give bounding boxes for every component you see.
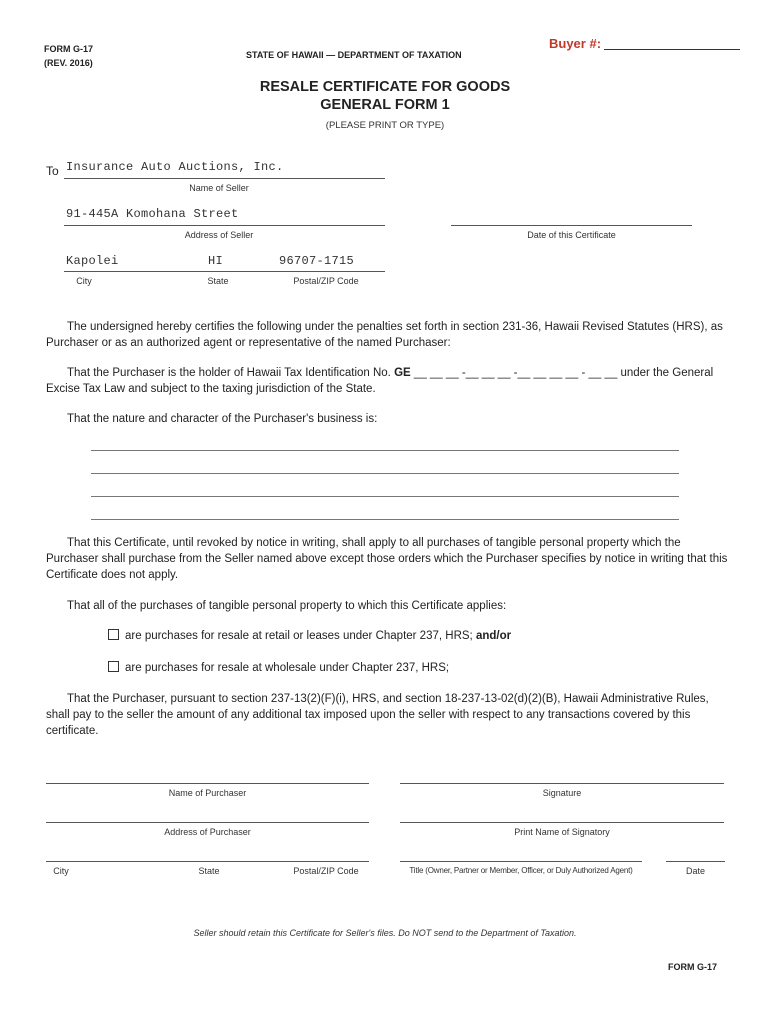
- purchaser-date-caption: Date: [685, 866, 705, 876]
- form-title: RESALE CERTIFICATE FOR GOODS: [259, 79, 511, 95]
- revocation-paragraph: That this Certificate, until revoked by notice in writing, shall apply to all purchases of tangible personal property which the Purchaser shall purchase from the Seller named above except those orders which the Purchaser specifies by notice in writing that this Certificate does not apply.: [46, 537, 728, 581]
- purchaser-city-field[interactable]: [46, 861, 369, 862]
- signature-field[interactable]: [400, 783, 724, 784]
- certificate-date-caption: Date of this Certificate: [527, 230, 616, 240]
- seller-address-value[interactable]: 91-445A Komohana Street: [66, 207, 239, 221]
- additional-tax-paragraph: That the Purchaser, pursuant to section 237-13(2)(F)(i), HRS, and section 18-237-13-02(d)(2)(B), Hawaii Administrative Rules, shall pay to the seller the amount of any additional tax imposed upon the seller with respect to any transactions covered by this certificate.: [46, 693, 709, 737]
- business-nature-line-2[interactable]: [91, 473, 679, 474]
- option-retail-label: are purchases for resale at retail or leases under Chapter 237, HRS;: [125, 630, 473, 642]
- print-name-caption: Print Name of Signatory: [514, 827, 610, 837]
- print-instruction: (PLEASE PRINT OR TYPE): [325, 120, 445, 131]
- tax-id-text: That the Purchaser is the holder of Hawaii Tax Identification No.: [67, 367, 391, 379]
- purchaser-date-field[interactable]: [666, 861, 725, 862]
- seller-address-line: [64, 225, 385, 226]
- option-retail-conjunction: and/or: [475, 630, 512, 642]
- seller-state-value[interactable]: HI: [208, 254, 224, 268]
- seller-address-caption: Address of Seller: [184, 230, 254, 240]
- purchases-paragraph: That all of the purchases of tangible personal property to which this Certificate applies:: [67, 600, 507, 612]
- seller-name-caption: Name of Seller: [189, 183, 249, 193]
- business-nature-line-3[interactable]: [91, 496, 679, 497]
- form-id: FORM G-17: [44, 44, 94, 54]
- tax-id-prefix: GE: [394, 367, 411, 379]
- seller-city-value[interactable]: Kapolei: [66, 254, 119, 268]
- purchaser-address-field[interactable]: [46, 822, 369, 823]
- buyer-number-field[interactable]: [604, 49, 740, 50]
- business-nature-line-4[interactable]: [91, 519, 679, 520]
- purchaser-name-caption: Name of Purchaser: [168, 788, 247, 798]
- buyer-number-label: Buyer #:: [549, 36, 602, 51]
- seller-city-line: [64, 271, 385, 272]
- seller-name-line: [64, 178, 385, 179]
- option-wholesale-label: are purchases for resale at wholesale under Chapter 237, HRS;: [125, 662, 450, 674]
- footer-form-id: FORM G-17: [668, 962, 718, 972]
- signature-caption: Signature: [542, 788, 582, 798]
- purchaser-city-caption: City: [53, 866, 69, 876]
- purchaser-name-field[interactable]: [46, 783, 369, 784]
- tax-id-blanks[interactable]: __ __ __ -__ __ __ -__ __ __ __ - __ __: [413, 367, 618, 379]
- retail-checkbox[interactable]: [108, 629, 119, 640]
- certificate-date-field[interactable]: [451, 225, 692, 226]
- retention-note: Seller should retain this Certificate for Seller's files. Do NOT send to the Department of Taxation.: [193, 928, 577, 938]
- tax-id-text-end: under the General Excise Tax Law and subject to the taxing jurisdiction of the State.: [46, 367, 714, 395]
- seller-state-caption: State: [207, 276, 229, 286]
- purchaser-address-caption: Address of Purchaser: [164, 827, 251, 837]
- to-label: To: [46, 164, 59, 178]
- signatory-title-field[interactable]: [400, 861, 642, 862]
- purchaser-state-caption: State: [198, 866, 220, 876]
- seller-zip-value[interactable]: 96707-1715: [279, 254, 355, 268]
- business-nature-line-1[interactable]: [91, 450, 679, 451]
- form-subtitle: GENERAL FORM 1: [320, 97, 450, 113]
- option-wholesale: [108, 660, 728, 676]
- tax-id-paragraph: [46, 365, 728, 397]
- agency-name: STATE OF HAWAII — DEPARTMENT OF TAXATION: [246, 50, 462, 60]
- seller-zip-caption: Postal/ZIP Code: [293, 276, 359, 286]
- wholesale-checkbox[interactable]: [108, 661, 119, 672]
- seller-city-caption: City: [76, 276, 92, 286]
- business-nature-paragraph: That the nature and character of the Purchaser's business is:: [67, 413, 378, 425]
- print-name-field[interactable]: [400, 822, 724, 823]
- seller-name-value[interactable]: Insurance Auto Auctions, Inc.: [66, 160, 284, 174]
- signatory-title-caption: Title (Owner, Partner or Member, Officer, or Duly Authorized Agent): [409, 866, 633, 875]
- option-retail: [108, 628, 728, 644]
- purchaser-zip-caption: Postal/ZIP Code: [293, 866, 359, 876]
- certification-paragraph: The undersigned hereby certifies the following under the penalties set forth in section 231-36, Hawaii Revised Statutes (HRS), as Purchaser or as an authorized agent or representative of the named Purchaser:: [46, 321, 723, 349]
- form-revision: (REV. 2016): [44, 58, 93, 68]
